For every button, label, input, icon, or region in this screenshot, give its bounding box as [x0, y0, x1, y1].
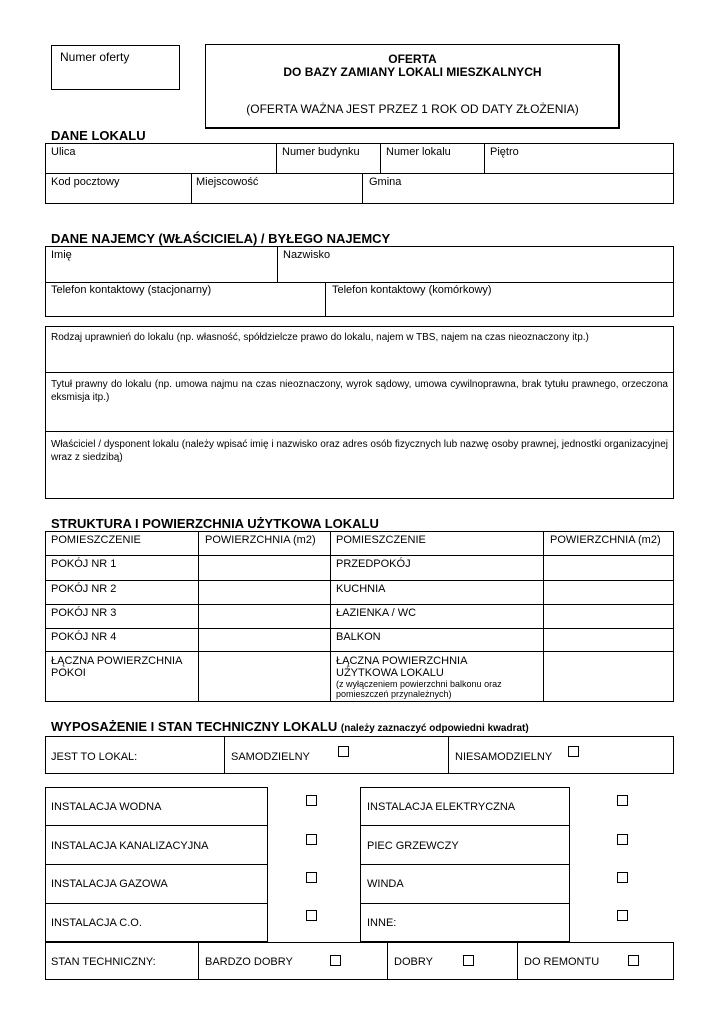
label-instalacja-co: INSTALACJA C.O.	[51, 917, 142, 929]
field-wlasciciel[interactable]: Właściciel / dysponent lokalu (należy wpisać imię i nazwisko oraz adres osób fizycznych lub nazwę osoby prawnej, jednostki organizacyjnej wraz z siedzibą)	[51, 439, 668, 463]
label-instalacja-kanalizacyjna: INSTALACJA KANALIZACYJNA	[51, 840, 209, 852]
checkbox-instalacja-kanalizacyjna[interactable]	[306, 834, 317, 845]
row-pokoj-4: POKÓJ NR 4	[51, 631, 117, 643]
uprawnienia-table	[45, 326, 674, 499]
area-input-pokoj-2[interactable]	[199, 581, 329, 603]
label-bardzo-dobry: BARDZO DOBRY	[205, 956, 293, 968]
divider	[276, 143, 277, 174]
row-pokoj-2: POKÓJ NR 2	[51, 583, 117, 595]
divider	[362, 173, 363, 204]
divider	[45, 431, 674, 432]
header-title-2: DO BAZY ZAMIANY LOKALI MIESZKALNYCH	[283, 65, 542, 79]
label-niesamodzielny: NIESAMODZIELNY	[455, 751, 553, 763]
row-pokoj-1: POKÓJ NR 1	[51, 558, 117, 570]
area-input-balkon[interactable]	[544, 629, 673, 650]
divider	[360, 864, 570, 865]
divider	[45, 173, 674, 174]
field-pietro[interactable]: Piętro	[490, 146, 519, 158]
field-imie[interactable]: Imię	[51, 249, 72, 261]
section-title-najemca: DANE NAJEMCY (WŁAŚCICIELA) / BYŁEGO NAJEMCY	[51, 231, 391, 246]
checkbox-bardzo-dobry[interactable]	[330, 955, 341, 966]
label-stan-techniczny: STAN TECHNICZNY:	[51, 956, 156, 968]
field-miejscowosc[interactable]: Miejscowość	[196, 176, 259, 188]
label-do-remontu: DO REMONTU	[524, 956, 600, 968]
field-gmina[interactable]: Gmina	[369, 176, 402, 188]
divider	[45, 282, 674, 283]
col-pomieszczenie-right: POMIESZCZENIE	[336, 534, 426, 546]
area-input-laczna-lokalu[interactable]	[544, 652, 673, 701]
field-nazwisko[interactable]: Nazwisko	[283, 249, 331, 261]
label-jest-to-lokal: JEST TO LOKAL:	[51, 751, 138, 763]
label-samodzielny: SAMODZIELNY	[231, 751, 310, 763]
area-input-przedpokoj[interactable]	[544, 556, 673, 579]
divider	[277, 246, 278, 283]
checkbox-piec-grzewczy[interactable]	[617, 834, 628, 845]
checkbox-dobry[interactable]	[463, 955, 474, 966]
section-title-struktura: STRUKTURA I POWIERZCHNIA UŻYTKOWA LOKALU	[51, 516, 379, 531]
field-numer-lokalu[interactable]: Numer lokalu	[386, 146, 451, 158]
wyposazenie-heading-note: (należy zaznaczyć odpowiedni kwadrat)	[340, 723, 529, 734]
checkbox-instalacja-elektryczna[interactable]	[617, 795, 628, 806]
row-przedpokoj: PRZEDPOKÓJ	[336, 558, 411, 570]
checkbox-instalacja-co[interactable]	[306, 910, 317, 921]
label-instalacja-gazowa: INSTALACJA GAZOWA	[51, 878, 168, 890]
divider	[484, 143, 485, 174]
area-input-kuchnia[interactable]	[544, 581, 673, 603]
divider	[224, 736, 225, 774]
header-title-1: OFERTA	[388, 52, 437, 66]
checkbox-instalacja-wodna[interactable]	[306, 795, 317, 806]
row-laczna-lokalu-1: ŁĄCZNA POWIERZCHNIA	[336, 655, 468, 667]
divider	[45, 372, 674, 373]
checkbox-inne[interactable]	[617, 910, 628, 921]
field-tel-stacjonarny[interactable]: Telefon kontaktowy (stacjonarny)	[51, 284, 212, 296]
section-title-dane-lokalu: DANE LOKALU	[51, 128, 146, 143]
divider	[360, 825, 570, 826]
divider	[45, 903, 268, 904]
checkbox-niesamodzielny[interactable]	[568, 746, 579, 757]
field-rodzaj-uprawnien[interactable]: Rodzaj uprawnień do lokalu (np. własność, spółdzielcze prawo do lokalu, najem w TBS, najem na czas nieoznaczony itp.)	[51, 332, 589, 343]
offer-number-label: Numer oferty	[60, 50, 130, 64]
label-piec-grzewczy: PIEC GRZEWCZY	[367, 840, 459, 852]
col-powierzchnia-left: POWIERZCHNIA (m2)	[205, 534, 316, 546]
lokal-type-table	[45, 736, 674, 774]
divider	[387, 942, 388, 980]
row-laczna-lokalu-2: UŻYTKOWA LOKALU	[336, 667, 444, 679]
area-input-pokoj-3[interactable]	[199, 605, 329, 627]
checkbox-winda[interactable]	[617, 872, 628, 883]
divider	[448, 736, 449, 774]
divider	[517, 942, 518, 980]
divider	[198, 942, 199, 980]
field-tytul-prawny[interactable]: Tytuł prawny do lokalu (np. umowa najmu na czas nieoznaczony, wyrok sądowy, umowa cywilnoprawna, brak tytułu prawnego, orzeczona eksmisja itp.)	[51, 379, 668, 403]
label-dobry: DOBRY	[394, 956, 433, 968]
col-pomieszczenie-left: POMIESZCZENIE	[51, 534, 141, 546]
row-kuchnia: KUCHNIA	[336, 583, 386, 595]
divider	[45, 864, 268, 865]
divider	[191, 173, 192, 204]
area-input-pokoj-1[interactable]	[199, 556, 329, 579]
checkbox-samodzielny[interactable]	[338, 746, 349, 757]
row-laczna-pokoi-1: ŁĄCZNA POWIERZCHNIA	[51, 655, 183, 667]
label-instalacja-wodna: INSTALACJA WODNA	[51, 801, 162, 813]
divider	[330, 531, 331, 702]
row-laczna-pokoi-2: POKOI	[51, 667, 86, 679]
label-inne: INNE:	[367, 917, 397, 929]
area-input-laczna-pokoi[interactable]	[199, 652, 329, 701]
row-pokoj-3: POKÓJ NR 3	[51, 607, 117, 619]
area-input-lazienka[interactable]	[544, 605, 673, 627]
row-balkon: BALKON	[336, 631, 381, 643]
field-ulica[interactable]: Ulica	[51, 146, 76, 158]
field-kod-pocztowy[interactable]: Kod pocztowy	[51, 176, 120, 188]
checkbox-do-remontu[interactable]	[628, 955, 639, 966]
field-tel-komorkowy[interactable]: Telefon kontaktowy (komórkowy)	[332, 284, 492, 296]
label-winda: WINDA	[367, 878, 404, 890]
col-powierzchnia-right: POWIERZCHNIA (m2)	[550, 534, 661, 546]
area-input-pokoj-4[interactable]	[199, 629, 329, 650]
divider	[360, 903, 570, 904]
row-laczna-lokalu-note-1: (z wyłączeniem powierzchni balkonu oraz	[336, 679, 502, 689]
divider	[325, 282, 326, 317]
row-lazienka: ŁAZIENKA / WC	[336, 607, 417, 619]
field-numer-budynku[interactable]: Numer budynku	[282, 146, 360, 158]
section-title-wyposazenie	[51, 719, 529, 736]
checkbox-instalacja-gazowa[interactable]	[306, 872, 317, 883]
label-instalacja-elektryczna: INSTALACJA ELEKTRYCZNA	[367, 801, 516, 813]
row-laczna-lokalu-note-2: pomieszczeń przynależnych)	[336, 689, 452, 699]
divider	[45, 825, 268, 826]
header-validity: (OFERTA WAŻNA JEST PRZEZ 1 ROK OD DATY ZŁOŻENIA)	[246, 102, 579, 116]
divider	[380, 143, 381, 174]
wyposazenie-heading: WYPOSAŻENIE I STAN TECHNICZNY LOKALU	[51, 719, 338, 734]
